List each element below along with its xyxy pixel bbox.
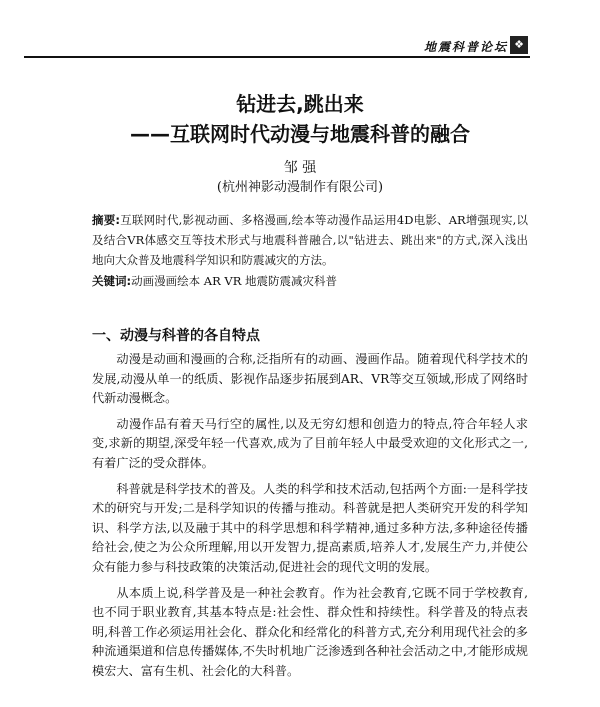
paragraph: 动漫作品有着天马行空的属性,以及无穷幻想和创造力的特点,符合年轻人求变,求新的期望,深受年轻一代喜欢,成为了目前年轻人中最受欢迎的文化形式之一,有着广泛的受众群体。 (92, 416, 528, 470)
running-header (0, 36, 600, 60)
abstract-text: 互联网时代,影视动画、多格漫画,绘本等动漫作品运用4D电影、AR增强现实,以及结合VR体感交互等技术形式与地震科普融合,以"钻进去、跳出来"的方式,深入浅出地向大众普及地震科学知识和防震减灾的方法。 (92, 213, 528, 267)
keywords-label: 关键词: (92, 274, 132, 288)
paragraph: 动漫是动画和漫画的合称,泛指所有的动画、漫画作品。随着现代科学技术的发展,动漫从单一的纸质、影视作品逐步拓展到AR、VR等交互领域,形成了网络时代新动漫概念。 (92, 352, 528, 406)
article-title: 钻进去,跳出来 (236, 92, 364, 116)
header-rule (24, 56, 530, 58)
section-body (92, 350, 528, 688)
abstract-label: 摘要: (92, 213, 120, 227)
running-header-label: 地震科普论坛 (423, 40, 508, 54)
abstract (92, 210, 528, 270)
paragraph: 从本质上说,科学普及是一种社会教育。作为社会教育,它既不同于学校教育,也不同于职业教育,其基本特点是:社会性、群众性和持续性。科学普及的特点表明,科普工作必须运用社会化、群众化和经常化的科普方式,充分利用现代社会的多种流通渠道和信息传播媒体,不失时机地广泛渗透到各种社会活动之中,才能形成规模宏大、富有生机、社会化的大科普。 (92, 585, 528, 678)
section-heading: 一、动漫与科普的各自特点 (92, 328, 260, 344)
keywords (92, 271, 528, 291)
author-name: 邹 强 (283, 160, 317, 176)
author-affiliation: (杭州神影动漫制作有限公司) (216, 180, 384, 195)
paragraph: 科普就是科学技术的普及。人类的科学和技术活动,包括两个方面:一是科学技术的研究与开发;二是科学知识的传播与推动。科普就是把人类研究开发的科学知识、科学方法,以及融于其中的科学思想和科学精神,通过多种方法,多种途径传播给社会,使之为公众所理解,用以开发智力,提高素质,培养人才,发展生产力,并使公众有能力参与科技政策的决策活动,促进社会的现代文明的发展。 (92, 481, 528, 574)
journal-mark-icon: ❖ (510, 36, 528, 54)
article-subtitle: ——互联网时代动漫与地震科普的融合 (130, 122, 470, 146)
keywords-text: 动画漫画绘本 AR VR 地震防震减灾科普 (131, 274, 338, 288)
